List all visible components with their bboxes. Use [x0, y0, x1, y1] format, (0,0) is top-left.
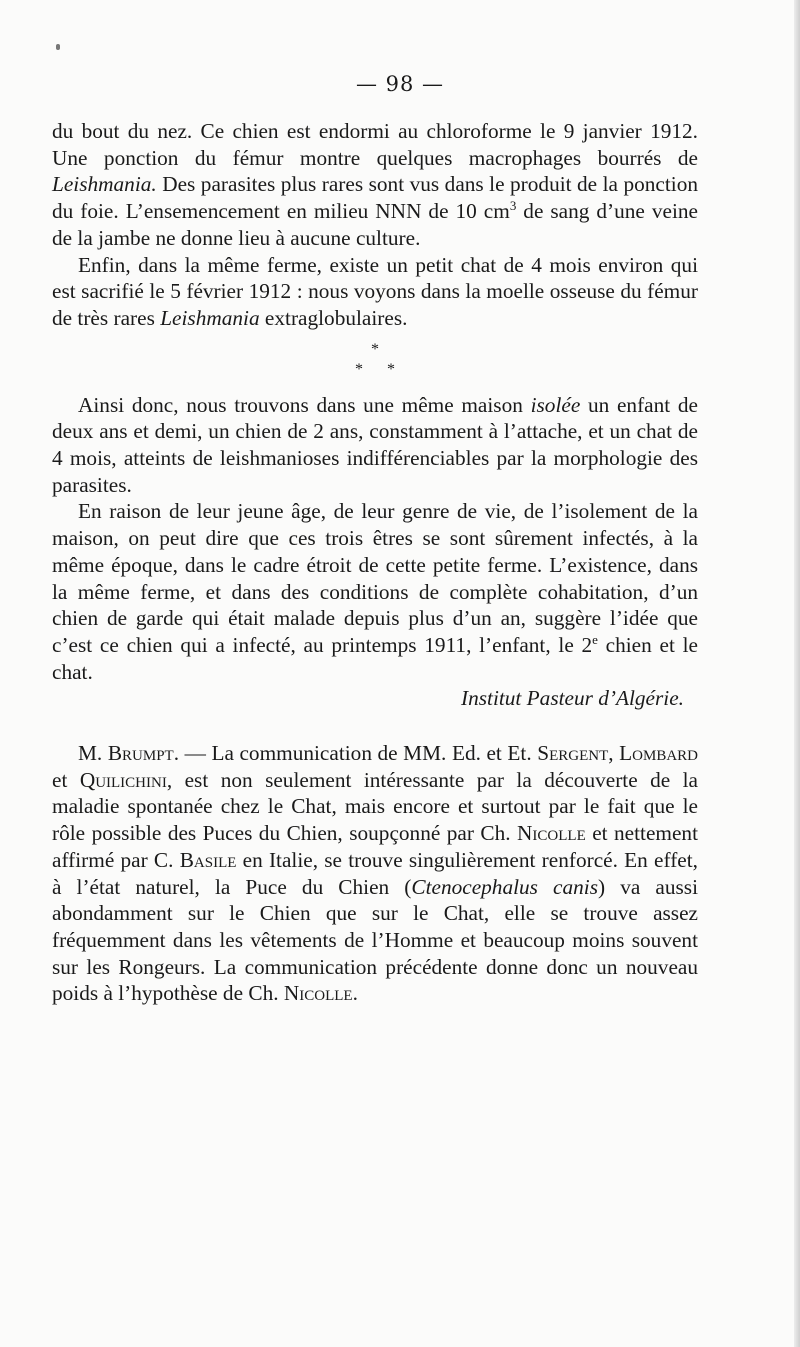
text-run: un enfant de deux ans et demi, un chien de 2 ans, constamment à l’attache, et un chat de 4 mois, atteints de leishmanioses indifférenciables par la morphologie des parasites.	[52, 392, 698, 497]
ink-speck	[56, 44, 60, 50]
text-run: ,	[608, 741, 620, 766]
author-name: Sergent	[537, 741, 609, 766]
spacer	[52, 712, 698, 740]
paragraph-dog-puncture	[52, 118, 698, 252]
author-name: Nicolle	[283, 981, 353, 1006]
text-run: du bout du nez. Ce chien est endormi au chloroforme le 9 janvier 1912. Une ponction du fémur montre quelques macrophages bourrés de	[52, 119, 698, 170]
italic-term: Leishmania.	[52, 172, 157, 197]
text-run: Enfin, dans la même ferme, existe un petit chat de 4 mois environ qui est sacrifié le 5 février 1912 : nous voyons dans la moelle osseuse du fémur de très rares	[52, 252, 698, 330]
text-run: extraglobulaires.	[259, 305, 408, 330]
text-run: chien et le chat.	[52, 632, 698, 684]
italic-term: isolée	[530, 392, 581, 417]
italic-term: Ctenocephalus canis	[411, 874, 599, 899]
text-run: M.	[78, 741, 108, 766]
text-run: et nettement affirmé par C.	[52, 821, 699, 872]
italic-term: Leishmania	[160, 305, 260, 330]
superscript: 3	[509, 198, 517, 214]
author-name: Brumpt	[107, 741, 174, 766]
text-run: en Italie, se trouve singulièrement renforcé. En effet, à l’état naturel, la Puce du Chien (	[52, 847, 698, 899]
text-run: ) va aussi abondamment sur le Chien que sur le Chat, elle se trouve assez fréquemment dans les vêtements de l’Homme et beaucoup moins souvent sur les Rongeurs. La communication précédente donne donc un nouveau poids à l’hypothèse de Ch.	[52, 874, 699, 1006]
paragraph-conclusion	[52, 392, 698, 499]
text-run: .	[352, 981, 358, 1006]
author-name: Quilichini	[79, 767, 167, 792]
author-name: Basile	[179, 847, 237, 872]
text-run: . — La communication de MM. Ed. et Et.	[173, 741, 538, 766]
body-text	[52, 118, 698, 1007]
text-run: Ainsi donc, nous trouvons dans une même maison	[78, 392, 531, 417]
page-edge-shadow	[794, 0, 800, 1347]
text-run: , est non seulement intéressante par la découverte de la maladie spontanée chez le Chat, mais encore et surtout par le fait que le rôle possible des Puces du Chien, soupçonné par Ch.	[52, 767, 698, 846]
paragraph-cat	[52, 252, 698, 332]
page-number: — 98 —	[355, 72, 445, 96]
text-run: et	[52, 767, 80, 792]
asterism	[52, 340, 698, 380]
paragraph-infection	[52, 498, 698, 685]
asterism-top: *	[371, 340, 379, 358]
asterism-row	[52, 360, 698, 380]
author-name: Nicolle	[517, 821, 586, 846]
paragraph-brumpt-comment	[52, 740, 698, 1007]
asterism-left: *	[355, 360, 363, 378]
author-name: Lombard	[619, 741, 698, 766]
signature-institution: Institut Pasteur d’Algérie.	[461, 686, 684, 711]
superscript: e	[592, 632, 598, 648]
text-run: En raison de leur jeune âge, de leur genre de vie, de l’isolement de la maison, on peut dire que ces trois êtres se sont sûrement infectés, à la même époque, dans le cadre étroit de cette petite ferme. L’existence, dans la même ferme, et dans des conditions de complète cohabitation, d’un chien de garde qui était malade depuis plus d’un an, suggère l’idée que c’est ce chien qui a infecté, au printemps 1911, l’enfant, le 2	[52, 499, 698, 657]
text-run: Des parasites plus rares sont vus dans le produit de la ponction du foie. L’ensemencement en milieu NNN de 10 cm	[52, 172, 698, 224]
asterism-right: *	[387, 360, 395, 378]
text-run: de sang d’une veine de la jambe ne donne lieu à aucune culture.	[52, 199, 698, 250]
